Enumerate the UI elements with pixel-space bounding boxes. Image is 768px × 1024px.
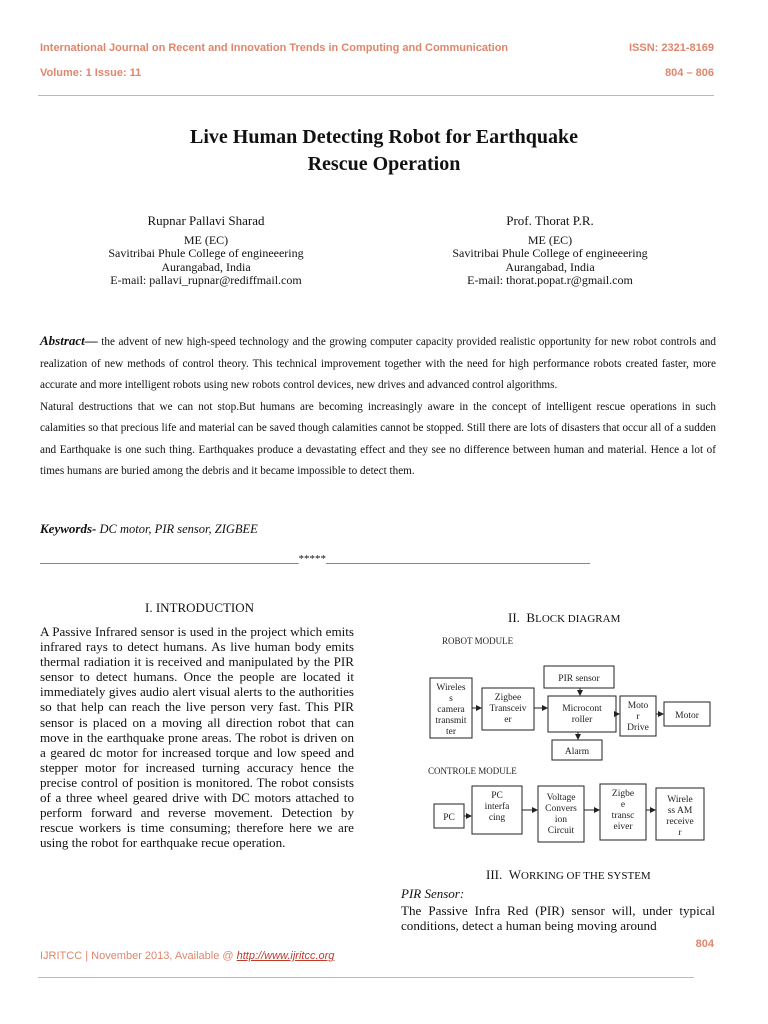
author-block-1 [56,214,356,288]
pc-interfacing-line: interfa [484,802,510,812]
zigbee-line: Transceiv [489,704,527,714]
author-degree: ME (EC) [527,232,573,247]
pir-sensor-label: PIR sensor [558,674,600,684]
author-name: Prof. Thorat P.R. [506,213,594,228]
zigbee-rx-line: e [620,800,626,810]
motor-drive-line: r [636,712,640,722]
block-diagram-heading [508,610,620,626]
voltage-conv-line: Circuit [547,826,575,836]
wireless-am-line: r [678,828,682,838]
zigbee-rx-line: eiver [613,822,633,832]
abstract [40,330,716,483]
keywords-text: DC motor, PIR sensor, ZIGBEE [99,522,258,536]
wireless-camera-line: transmit [435,716,467,726]
voltage-conv-line: Convers [545,804,577,814]
control-module-label: CONTROLE MODULE [428,766,517,776]
pir-sensor-subheading: PIR Sensor: [401,886,465,901]
section-number: II. [508,610,520,625]
microcontroller-line: Microcont [562,704,602,714]
zigbee-line: er [504,715,512,725]
running-header [40,42,714,54]
motor-drive-line: Moto [627,701,649,711]
zigbee-rx-line: transc [611,811,635,821]
volume-issue: Volume: 1 Issue: 11 [40,67,142,79]
voltage-conv-line: ion [554,815,568,825]
wireless-camera-line: Wireles [436,683,466,693]
footer-rule [38,977,694,978]
block-diagram [420,630,720,855]
alarm-label: Alarm [564,747,590,757]
footer [40,950,334,962]
author-city: Aurangabad, India [161,259,251,274]
working-heading [486,867,651,883]
wireless-camera-line: ter [445,727,457,737]
section-number: III. [486,867,503,882]
zigbee-rx-line: Zigbe [611,789,635,799]
wireless-am-line: Wirele [667,795,693,805]
pc-label: PC [443,813,455,823]
author-block-2 [400,214,700,288]
footer-text: IJRITCC | November 2013, Available @ [40,950,237,962]
author-email: E-mail: thorat.popat.r@gmail.com [467,273,633,287]
wireless-camera-line: s [449,694,453,704]
title-line-1: Live Human Detecting Robot for Earthquake [190,126,578,148]
motor-label: Motor [675,711,699,721]
pc-interfacing-line: PC [491,791,503,801]
separator-line: _______________________________________________*****________________________________________________ [40,553,590,565]
microcontroller-box [548,696,616,732]
author-college: Savitribai Phule College of engineeering [452,246,648,260]
wireless-am-line: receive [666,817,694,827]
footer-link[interactable]: http://www.ijritcc.org [236,950,335,962]
intro-heading: I. INTRODUCTION [145,600,255,615]
voltage-conv-line: Voltage [546,793,576,803]
microcontroller-line: roller [571,715,593,725]
abstract-para-2: Natural destructions that we can not stop.But humans are becoming increasingly aware in the concept of intelligent rescue operations in such calamities so that precious life and material can be saved though calamities cannot be stopped. Still there are lots of disasters that occur all of a sudden and Earthquake is one such thing. Earthquakes produce a devastating effect and they see no difference between human and material. Hence a lot of times humans are buried among the debris and it became impossible to detect them. [40,400,716,477]
intro-paragraph: A Passive Infrared sensor is used in the project which emits infrared rays to detect humans. As live human body emits thermal radiation it is received and manipulated by the PIR sensor to detect humans. Once the people are located it immediately gives audio alert visual alerts to the authorities so that help can reach the live person very fast. This PIR sensor is placed on a moving all direction robot that can move in the earthquake prone areas. The robot is driven on a geared dc motor for increased torque and low speed and stepper motor for increased turning accuracy hence the precise control of position is monitored. The robot consists of a three wheel geared drive with DC motors attached to perform forward and reverse movement. Detection by rescue workers is time consuming; therefore here we are using the robot for earthquake recue operation. [40,624,354,851]
abstract-label: Abstract— [40,333,98,348]
page-number: 804 [695,938,714,950]
abstract-para-1: the advent of new high-speed technology and the growing computer capacity provided realistic opportunity for new robot controls and realization of new methods of control theory. This technical improvement together with the need for high performance robots created faster, more accurate and more intelligent robots using new robots control devices, new drives and advanced control algorithms. [40,336,716,391]
wireless-am-line: ss AM [667,806,693,816]
author-name: Rupnar Pallavi Sharad [147,213,265,228]
section-rest: LOCK DIAGRAM [535,613,621,625]
robot-module-label: ROBOT MODULE [442,636,514,646]
pir-paragraph: The Passive Infra Red (PIR) sensor will, under typical conditions, detect a human being moving around [401,903,715,934]
author-college: Savitribai Phule College of engineeering [108,246,304,260]
paper-title [0,124,768,178]
section-rest: ORKING OF THE SYSTEM [521,870,651,882]
title-line-2: Rescue Operation [307,153,461,175]
section-cap: W [508,867,522,882]
keywords-label: Keywords- [40,521,97,536]
motor-drive-line: Drive [627,723,649,733]
pir-text-column [401,903,715,933]
author-city: Aurangabad, India [505,259,595,274]
wireless-camera-line: camera [437,705,465,715]
volume-line [40,67,714,79]
zigbee-line: Zigbee [494,693,522,703]
pc-interfacing-line: cing [488,813,506,823]
journal-name: International Journal on Recent and Innovation Trends in Computing and Communication [40,42,509,54]
intro-text-column [40,624,354,850]
issn: ISSN: 2321-8169 [629,42,714,54]
author-degree: ME (EC) [183,232,229,247]
author-email: E-mail: pallavi_rupnar@rediffmail.com [110,273,302,287]
section-cap: B [526,610,536,625]
keywords [40,521,258,537]
page-range: 804 – 806 [665,67,714,79]
header-rule [38,95,714,96]
